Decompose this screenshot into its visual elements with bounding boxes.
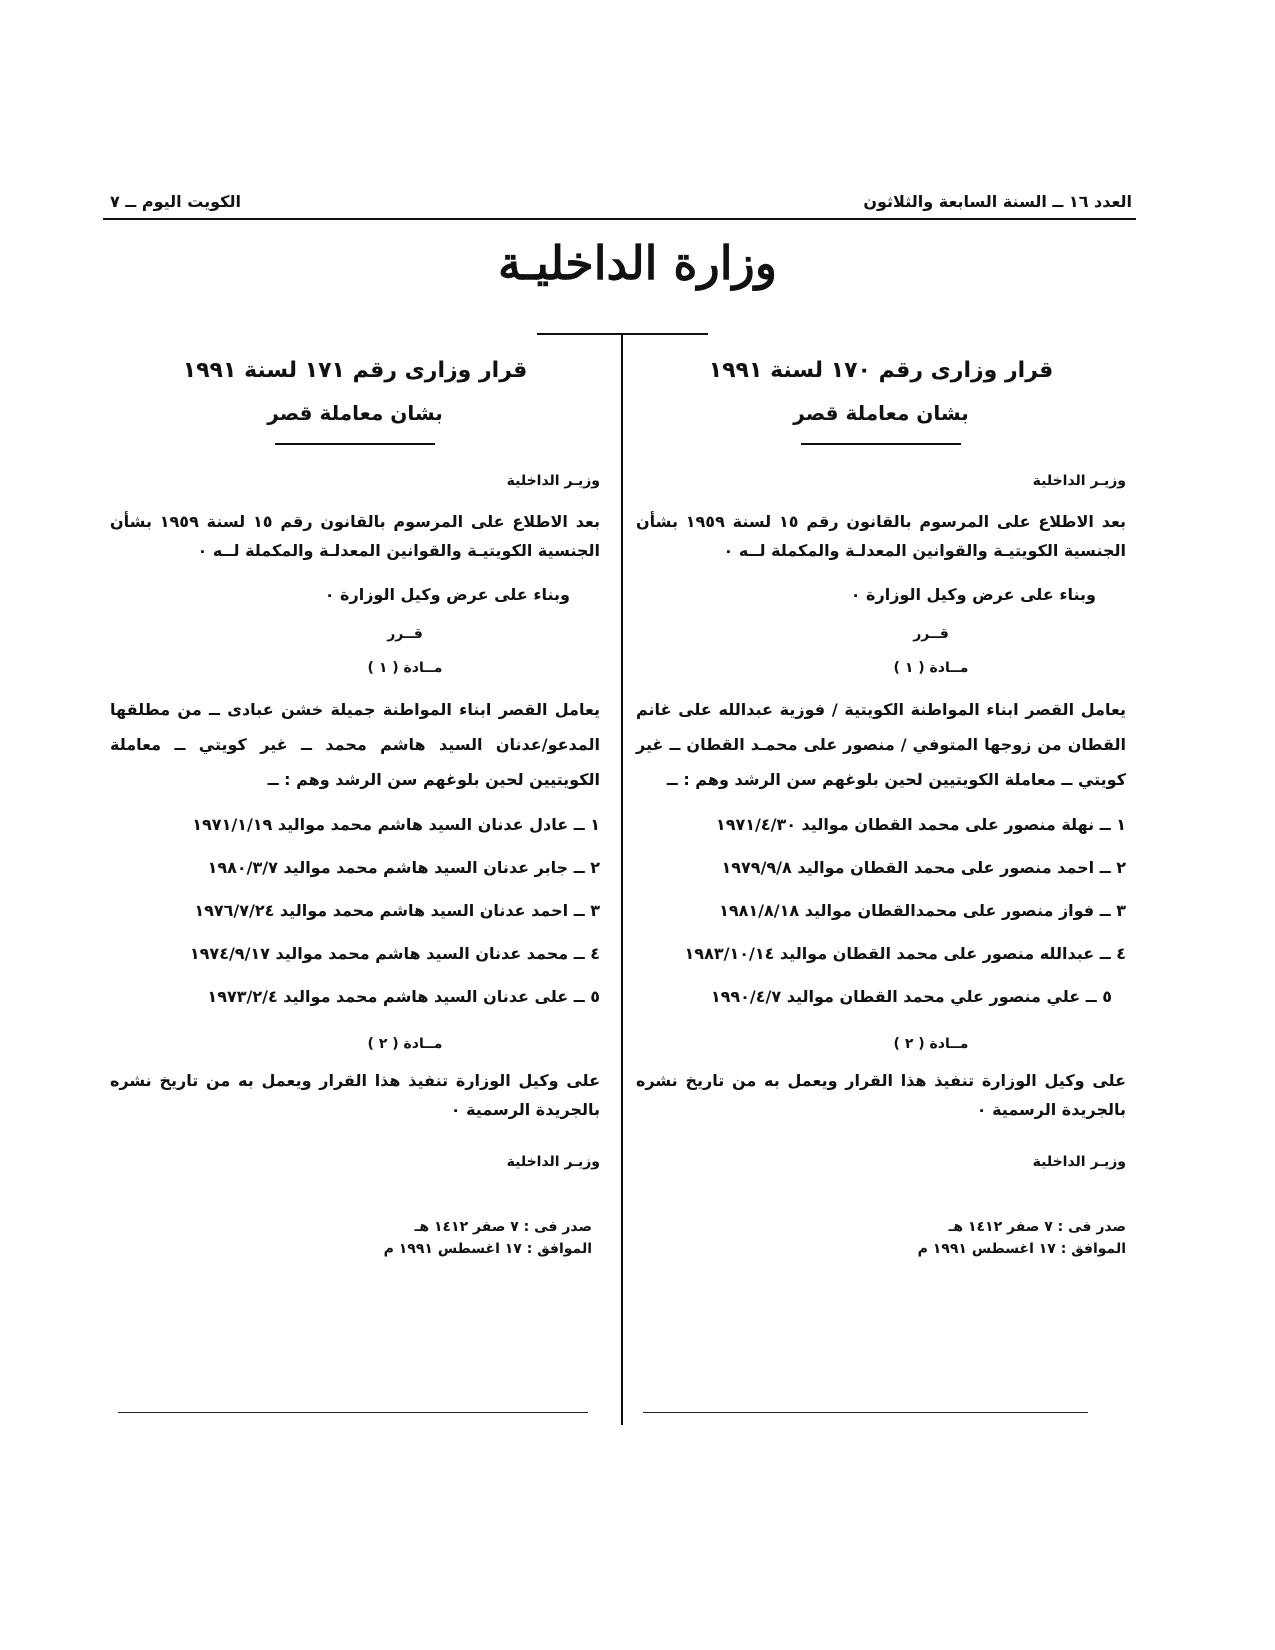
decree-title: قرار وزارى رقم ١٧١ لسنة ١٩٩١	[182, 358, 528, 383]
article-1-text: يعامل القصر ابناء المواطنة الكويتية / فوزية عبدالله على غانم القطان من زوجها المتوفي / منصور على محمـد القطان ــ غير كويتي ــ معاملة الكويتيين لحين بلوغهم سن الرشد وهم : ــ	[636, 700, 1126, 789]
decided-heading: قــرر	[913, 626, 949, 642]
issued-date: صدر فى : ٧ صفر ١٤١٢ هـ	[414, 1219, 592, 1235]
basis-text: وبناء على عرض وكيل الوزارة ٠	[324, 585, 570, 604]
decree-title: قرار وزارى رقم ١٧٠ لسنة ١٩٩١	[708, 358, 1054, 383]
children-list	[110, 803, 600, 1018]
header-publication-page: الكويت اليوم ــ ٧	[110, 192, 241, 211]
list-item: ٢ ــ احمد منصور على محمد القطان مواليد ١٩٧٩/٩/٨	[721, 858, 1126, 877]
list-item: ٥ ــ على عدنان السيد هاشم محمد مواليد ١٩٧٣/٢/٤	[207, 987, 600, 1006]
preamble-text: بعد الاطلاع على المرسوم بالقانون رقم ١٥ لسنة ١٩٥٩ بشأن الجنسية الكويتيـة والقوانين المعدلـة والمكملة لــه ٠	[110, 512, 600, 560]
list-item: ٥ ــ علي منصور علي محمد القطان مواليد ١٩٩٠/٤/٧	[710, 987, 1112, 1006]
issued-date: صدر فى : ٧ صفر ١٤١٢ هـ	[948, 1219, 1126, 1235]
decree-171-column	[110, 358, 600, 1260]
minister-heading: وزيـر الداخلية	[506, 473, 600, 489]
children-list	[636, 803, 1126, 1018]
article-2-text: على وكيل الوزارة تنفيذ هذا القرار ويعمل به من تاريخ نشره بالجريدة الرسمية ٠	[636, 1071, 1126, 1119]
column-divider	[621, 333, 623, 1425]
article-1-text: يعامل القصر ابناء المواطنة جميلة خشن عبادى ــ من مطلقها المدعو/عدنان السيد هاشم محمد ــ غير كويتي ــ معاملة الكويتيين لحين بلوغهم سن الرشد وهم : ــ	[110, 700, 600, 789]
list-item: ٣ ــ احمد عدنان السيد هاشم محمد مواليد ١٩٧٦/٧/٢٤	[194, 901, 600, 920]
minister-heading: وزيـر الداخلية	[1032, 473, 1126, 489]
list-item: ٢ ــ جابر عدنان السيد هاشم محمد مواليد ١٩٨٠/٣/٧	[207, 858, 600, 877]
issue-date-block	[110, 1216, 600, 1260]
minister-signature: وزيـر الداخلية	[506, 1154, 600, 1170]
decided-heading: قــرر	[387, 626, 423, 642]
header-issue-info: العدد ١٦ ــ السنة السابعة والثلاثون	[863, 192, 1132, 211]
list-item: ٤ ــ محمد عدنان السيد هاشم محمد مواليد ١٩٧٤/٩/١٧	[189, 944, 600, 963]
article-1-heading: مــادة ( ١ )	[367, 660, 443, 676]
footer-rule-left	[118, 1412, 588, 1413]
title-separator	[801, 443, 961, 445]
list-item: ٤ ــ عبدالله منصور على محمد القطان مواليد ١٩٨٣/١٠/١٤	[684, 944, 1126, 963]
article-2-text: على وكيل الوزارة تنفيذ هذا القرار ويعمل به من تاريخ نشره بالجريدة الرسمية ٠	[110, 1071, 600, 1119]
issue-date-block	[636, 1216, 1126, 1260]
footer-rule-right	[643, 1412, 1088, 1413]
preamble-text: بعد الاطلاع على المرسوم بالقانون رقم ١٥ لسنة ١٩٥٩ بشأن الجنسية الكويتيـة والقوانين المعدلـة والمكملة لــه ٠	[636, 512, 1126, 560]
list-item: ١ ــ نهلة منصور على محمد القطان مواليد ١٩٧١/٤/٣٠	[715, 815, 1126, 834]
header-rule	[103, 218, 1136, 220]
article-1-heading: مــادة ( ١ )	[893, 660, 969, 676]
decree-subject: بشان معاملة قصر	[267, 401, 443, 425]
list-item: ١ ــ عادل عدنان السيد هاشم محمد مواليد ١٩٧١/١/١٩	[192, 815, 600, 834]
basis-text: وبناء على عرض وكيل الوزارة ٠	[850, 585, 1096, 604]
list-item: ٣ ــ فواز منصور على محمدالقطان مواليد ١٩٨١/٨/١٨	[719, 901, 1126, 920]
corresponding-date: الموافق : ١٧ اغسطس ١٩٩١ م	[917, 1241, 1126, 1257]
title-separator	[275, 443, 435, 445]
article-2-heading: مــادة ( ٢ )	[367, 1036, 443, 1052]
corresponding-date: الموافق : ١٧ اغسطس ١٩٩١ م	[383, 1241, 592, 1257]
minister-signature: وزيـر الداخلية	[1032, 1154, 1126, 1170]
ministry-masthead: وزارة الداخليـة	[498, 236, 777, 290]
decree-subject: بشان معاملة قصر	[793, 401, 969, 425]
decree-170-column	[636, 358, 1126, 1260]
article-2-heading: مــادة ( ٢ )	[893, 1036, 969, 1052]
